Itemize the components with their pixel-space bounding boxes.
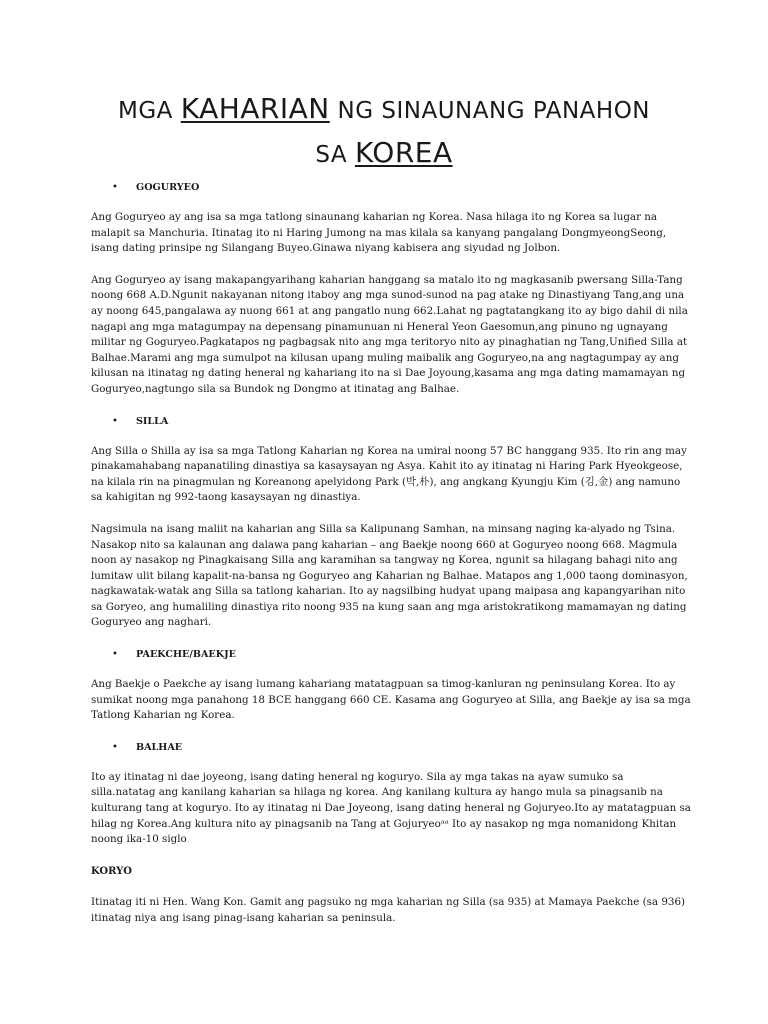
paragraph-balhae-1: Ito ay itinatag ni dae joyeong, isang dating heneral ng koguryo. Sila ay mga takas na ayaw sumuko sa silla.natatag ang kanilang kaharian sa hilaga ng korea. Ang kanilang kultura ay hango mula sa pinagsanib na kulturang tang at koguryo. Ito ay itinatag ni Dae Joyeong, isang dating heneral ng Gojuryeo.Ito ay matatagpuan sa hilag ng Korea.Ang kultura nito ay pinagsanib na Tang at Gojuryeoᵃᵃ Ito ay nasakop ng mga nomanidong Khitan noong ika-10 siglo	[91, 770, 691, 846]
page-title	[0, 88, 768, 176]
paragraph-koryo-1: Itinatag iti ni Hen. Wang Kon. Gamit ang pagsuko ng mga kaharian ng Silla (sa 935) at Mamaya Paekche (sa 936) itinatag niya ang isang pinag-isang kaharian sa peninsula.	[91, 896, 686, 924]
title-line-2: SA KOREA	[315, 136, 453, 169]
section-heading-silla: • SILLA	[91, 414, 691, 430]
section-heading-koryo: KORYO	[91, 865, 132, 877]
title-emphasis-kaharian: KAHARIAN	[180, 92, 330, 125]
paragraph-silla-1: Ang Silla o Shilla ay isa sa mga Tatlong Kaharian ng Korea na umiral noong 57 BC hanggang 935. Ito rin ang may pinakamahabang napanatiling dinastiya sa kasaysayan ng Asya. Kahit ito ay itinatag ni Haring Park Hyeokgeose, na kilala rin na pinagmulan ng Koreanong apelyidong Park (박,朴), ang angkang Kyungju Kim (김,金) ang namuno sa kahigitan ng 992-taong kasaysayan ng dinastiya.	[91, 444, 687, 504]
section-heading-balhae: • BALHAE	[91, 740, 691, 756]
bullet-icon: •	[112, 649, 118, 661]
document-body	[91, 180, 691, 927]
bullet-icon: •	[112, 182, 118, 193]
paragraph-paekche-1: Ang Baekje o Paekche ay isang lumang kahariang matatagpuan sa timog-kanluran ng peninsulang Korea. Ito ay sumikat noong mga panahong 18 BCE hanggang 660 CE. Kasama ang Goguryeo at Silla, ang Baekje ay isa sa mga Tatlong Kaharian ng Korea.	[91, 678, 691, 722]
title-emphasis-korea: KOREA	[354, 136, 453, 169]
bullet-icon: •	[112, 741, 118, 753]
paragraph-silla-2: Nagsimula na isang maliit na kaharian ang Silla sa Kalipunang Samhan, na minsang naging ka-alyado ng Tsina. Nasakop nito sa kalaunan ang dalawa pang kaharian – ang Baekje noong 660 at Goguryeo noong 668. Magmula noon ay nasakop ng Pinagkaisang Silla ang karamihan sa tangway ng Korea, ngunit sa hilagang bahagi nito ang lumitaw ulit bilang kapalit-na-bansa ng Goguryeo ang Kaharian ng Balhae. Matapos ang 1,000 taong dominasyon, nagkawatak-watak ang Silla sa tatlong kaharian. Ito ay nagsilbing hudyat upang maipasa ang kapangyarihan nito sa Goryeo, ang humaliling dinastiya rito noong 935 na kung saan ang mga aristokratikong mamamayan ng dating Goguryeo ang naghari.	[91, 522, 688, 629]
title-line-1: MGA KAHARIAN NG SINAUNANG PANAHON	[117, 92, 651, 125]
section-heading-goguryeo: • GOGURYEO	[91, 180, 691, 196]
bullet-icon: •	[112, 415, 118, 427]
paragraph-goguryeo-2: Ang Goguryeo ay isang makapangyarihang kaharian hanggang sa matalo ito ng magkasanib pwersang Silla-Tang noong 668 A.D.Ngunit nakayanan nitong itaboy ang mga sunod-sunod na pag atake ng Dinastiyang Tang,ang una ay noong 645,pangalawa ay nuong 661 at ang pangatlo nung 662.Lahat ng pagtatangkang ito ay bigo dahil di nila nagapi ang mga matagumpay na depensang pinamunuan ni Heneral Yeon Gaesomun,ang pinuno ng ugnayang militar ng Goguryeo.Pagkatapos ng pagbagsak nito ang mga teritoryo nito ay pinaghatian ng Tang,Unified Silla at Balhae.Marami ang mga sumulpot na kilusan upang muling maibalik ang Goguryeo,na ang nagtagumpay ay ang kilusan na itinatag ng dating heneral ng kahariang ito na si Dae Joyoung,kasama ang mga dating mamamayan ng Goguryeo,nagtungo sila sa Bundok ng Dongmo at itinatag ang Balhae.	[91, 273, 688, 395]
section-heading-paekche: • PAEKCHE/BAEKJE	[91, 647, 691, 663]
paragraph-goguryeo-1: Ang Goguryeo ay ang isa sa mga tatlong sinaunang kaharian ng Korea. Nasa hilaga ito ng Korea sa lugar na malapit sa Manchuria. Itinatag ito ni Haring Jumong na mas kilala sa kanyang pangalang DongmyeongSeong, isang dating prinsipe ng Silangang Buyeo.Ginawa niyang kabisera ang siyudad ng Jolbon.	[91, 211, 667, 255]
